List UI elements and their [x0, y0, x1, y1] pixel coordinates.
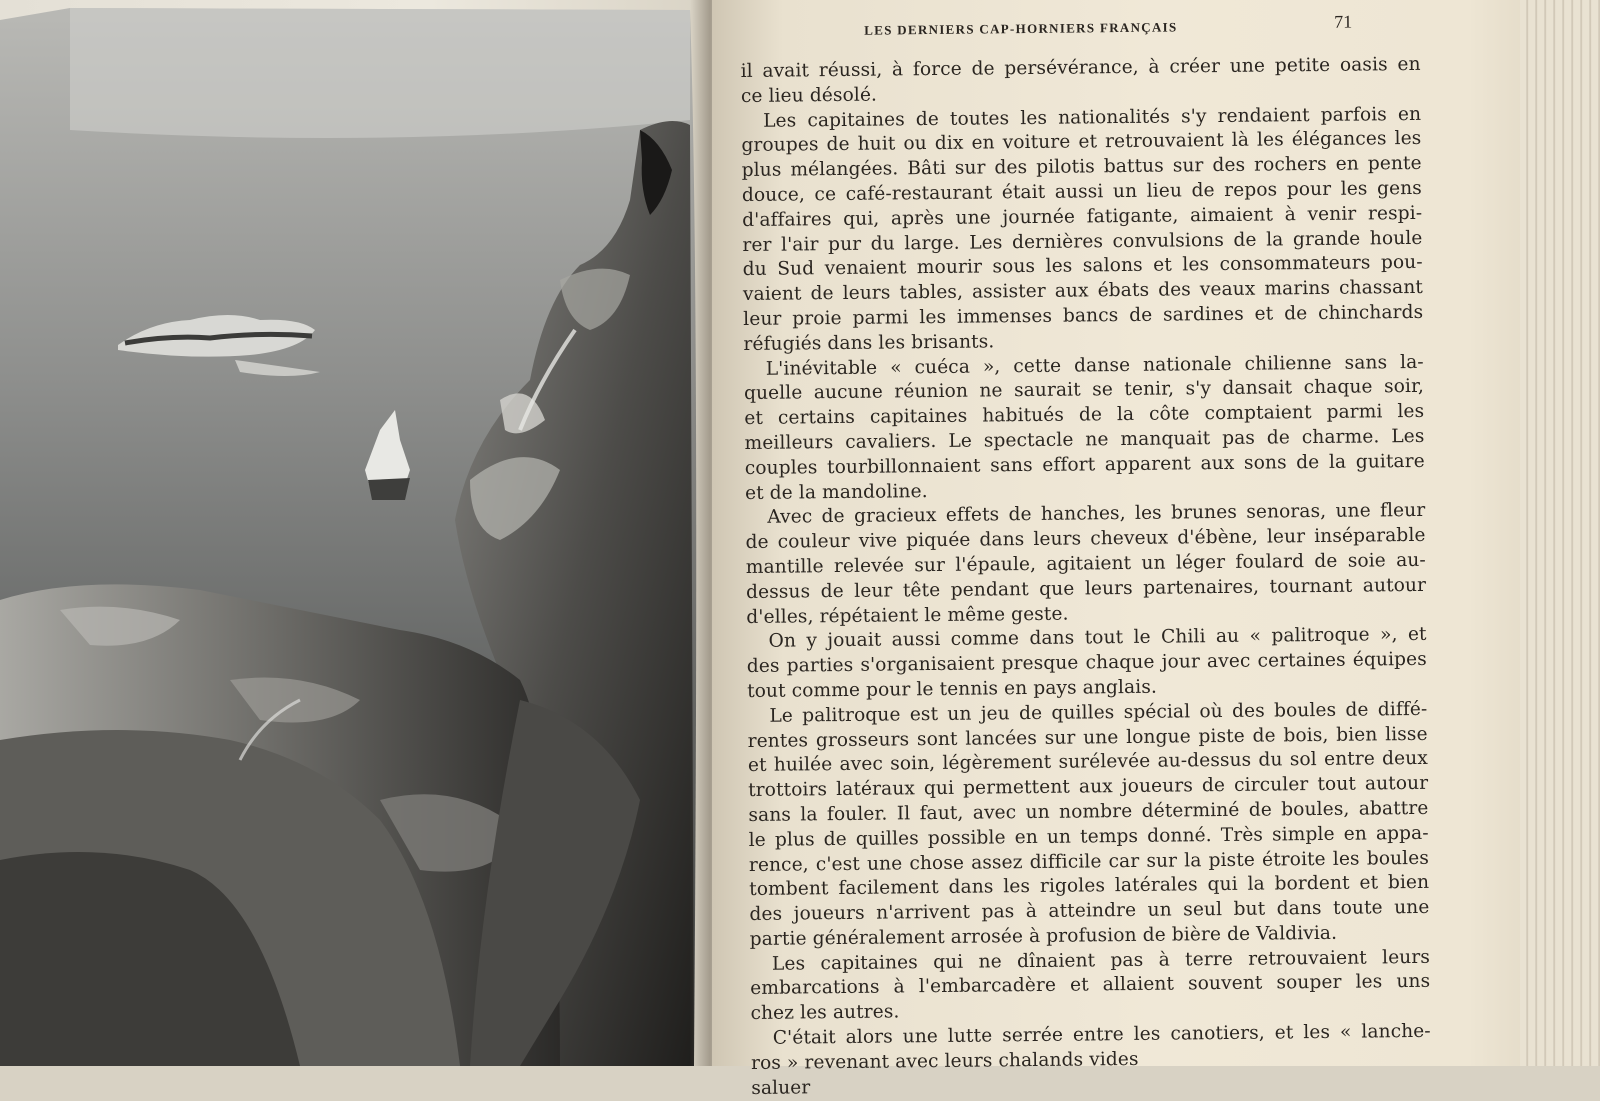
text-line: tout comme pour le tennis en pays anglais.: [747, 676, 1158, 702]
text-line: réfugiés dans les brisants.: [743, 331, 995, 355]
text-line: dessus de leur tête pendant que leurs partenaires, tournant autour: [745, 574, 1427, 603]
text-line: ce lieu désolé.: [740, 84, 878, 107]
text-line: partie généralement arrosée à profusion de bière de Valdivia.: [749, 922, 1338, 950]
text-line: de couleur vive piquée dans leurs cheveux d'ébène, leur inséparable: [745, 524, 1426, 554]
text-line: tombent facilement dans les rigoles latérales qui la bordent et bien: [749, 872, 1430, 901]
text-line: d'affaires qui, après une journée fatigante, aimaient à venir respi-: [742, 202, 1423, 231]
page-number: 71: [1334, 11, 1353, 32]
text-line: chez les autres.: [750, 1001, 900, 1025]
text-line: On y jouait aussi comme dans tout le Chili au « palitroque », et: [768, 624, 1427, 653]
text-line: rence, c'est une chose assez difficile car sur la piste étroite les boules: [748, 847, 1430, 876]
text-line: L'inévitable « cuéca », cette danse nationale chilienne sans la-: [765, 351, 1424, 380]
text-line: Les capitaines qui ne dînaient pas à terre retrouvaient leurs: [771, 946, 1431, 975]
text-line: quelle aucune réunion ne saurait se tenir, s'y dansait chaque soir,: [743, 376, 1425, 405]
text-line: et huilée avec soin, légèrement surélevée au-dessus du sol entre deux: [747, 748, 1428, 777]
text-line: saluer: [751, 1076, 811, 1099]
text-line: et de la mandoline.: [744, 480, 928, 504]
text-line: couples tourbillonnaient sans effort apparent aux sons de la guitare: [744, 450, 1425, 479]
text-line: vaient de leurs tables, assister aux ébats des veaux marins chassant: [742, 277, 1424, 306]
text-line: le plus de quilles possible en un temps donné. Très simple en appa-: [748, 822, 1429, 851]
text-line: C'était alors une lutte serrée entre les canotiers, et les « lanche-: [772, 1020, 1431, 1049]
text-line: mantille relevée sur l'épaule, agitaient un léger foulard de soie au-: [745, 549, 1426, 578]
left-page: [0, 0, 712, 1066]
text-line: ros » revenant avec leurs chalands vides: [750, 1048, 1139, 1074]
text-line: rer l'air pur du large. Les dernières convulsions de la grande houle: [742, 227, 1423, 256]
body-text: [741, 53, 1432, 1101]
text-line: d'elles, répétaient le même geste.: [746, 603, 1069, 628]
text-line: il avait réussi, à force de persévérance, à créer une petite oasis en: [740, 53, 1421, 82]
text-line: Avec de gracieux effets de hanches, les brunes senoras, une fleur: [767, 500, 1426, 529]
text-line: leur proie parmi les immenses bancs de sardines et de chinchards: [743, 301, 1424, 330]
text-line: groupes de huit ou dix en voiture et retrouvaient là les élégances les: [741, 128, 1422, 157]
page-edges: [1520, 0, 1600, 1066]
text-line: Le palitroque est un jeu de quilles spécial où des boules de diffé-: [769, 698, 1428, 727]
text-line: douce, ce café-restaurant était aussi un lieu de repos pour les gens: [741, 177, 1423, 206]
text-line: Les capitaines de toutes les nationalités s'y rendaient parfois en: [763, 103, 1422, 132]
text-line: rentes grosseurs sont lancées sur une longue piste de bois, bien lisse: [747, 723, 1428, 752]
text-page: [740, 3, 1451, 1099]
text-line: et certains capitaines habitués de la côte comptaient parmi les: [744, 401, 1425, 430]
text-line: trottoirs latéraux qui permettent aux joueurs de circuler tout autour: [748, 772, 1429, 802]
text-line: du Sud venaient mourir sous les salons et les consommateurs pou-: [742, 252, 1423, 281]
running-head: LES DERNIERS CAP-HORNIERS FRANÇAIS: [864, 19, 1178, 38]
text-line: des parties s'organisaient presque chaque jour avec certaines équipes: [746, 648, 1427, 678]
text-line: embarcations à l'embarcadère et allaient souvent souper les uns: [750, 971, 1431, 1000]
text-line: sans la fouler. Il faut, avec un nombre déterminé de boules, abattre: [748, 797, 1429, 826]
coastal-cliff-photo: [0, 0, 712, 1066]
text-line: meilleurs cavaliers. Le spectacle ne manquait pas de charme. Les: [744, 425, 1425, 454]
text-line: des joueurs n'arrivent pas à atteindre un seul but dans toute une: [749, 896, 1430, 926]
text-line: plus mélangées. Bâti sur des pilotis battus sur des rochers en pente: [741, 153, 1422, 182]
